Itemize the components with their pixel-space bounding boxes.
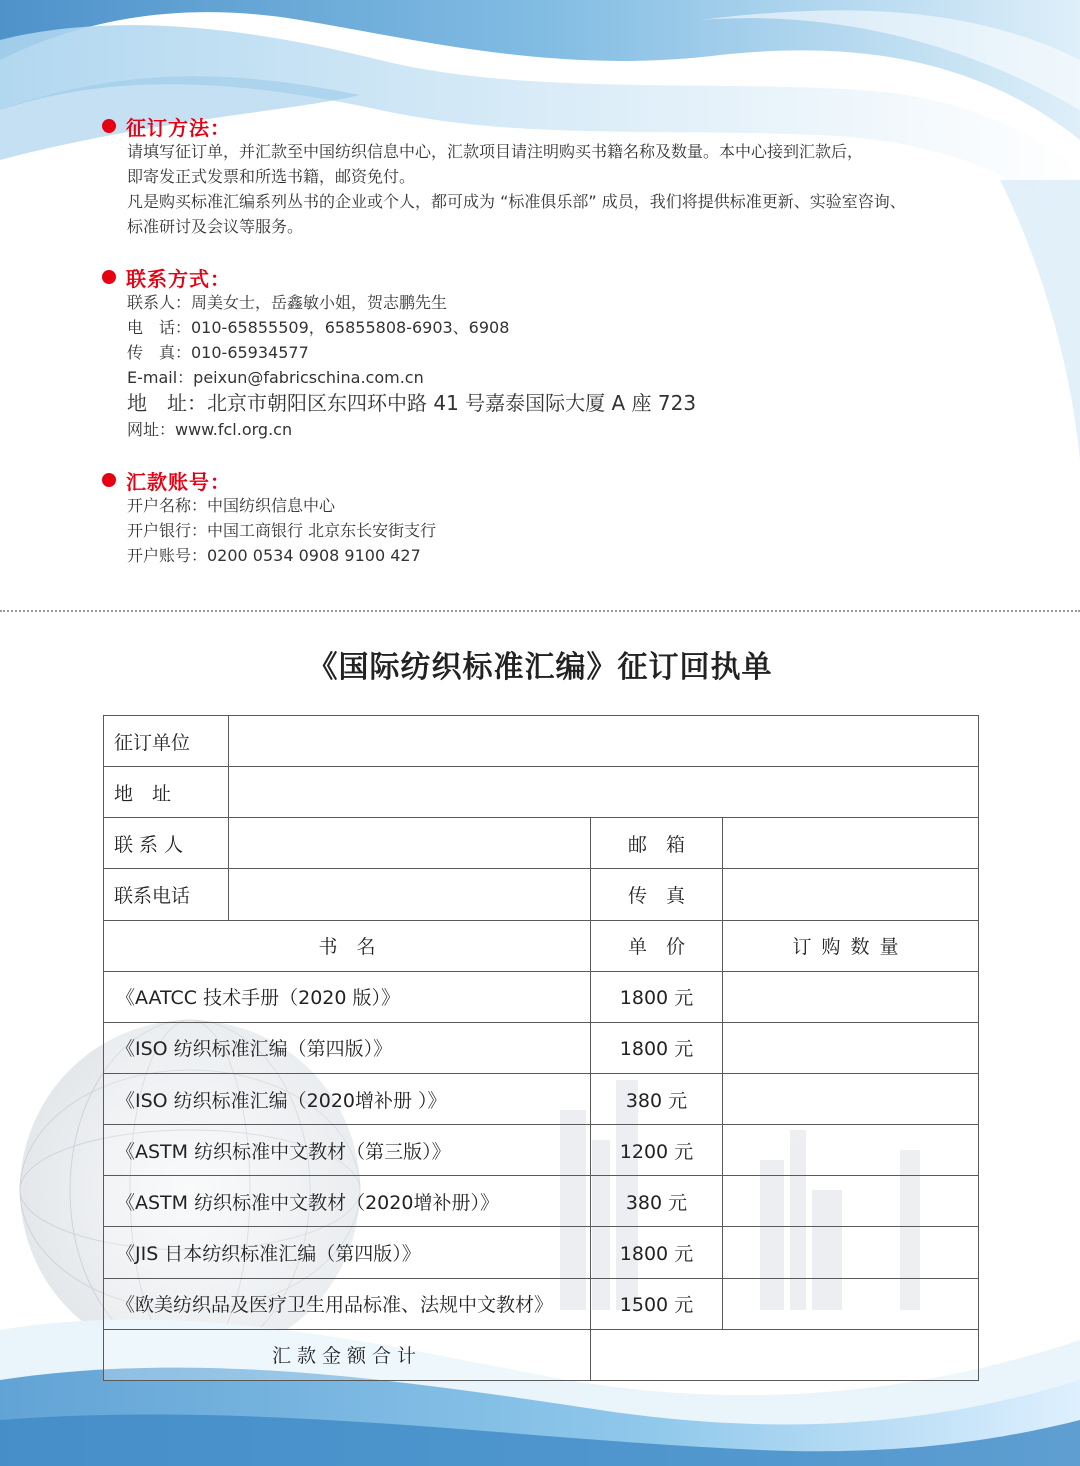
contact-title: 联系方式：	[102, 264, 1002, 290]
table-row	[104, 869, 979, 920]
order-method-title: 征订方法：	[102, 113, 1002, 139]
account-bank: 开户银行：中国工商银行 北京东长安街支行	[127, 521, 437, 540]
bullet-dot-icon	[102, 473, 116, 487]
book-price: 1800 元	[591, 1022, 723, 1073]
book-price: 380 元	[591, 1176, 723, 1227]
mailbox-field[interactable]	[723, 818, 979, 869]
account-number: 开户账号：0200 0534 0908 9100 427	[127, 546, 421, 565]
table-row	[104, 1125, 979, 1176]
table-row	[104, 716, 979, 767]
quantity-field[interactable]	[723, 1176, 979, 1227]
book-name: 《ISO 纺织标准汇编（第四版）》	[104, 1022, 591, 1073]
order-method-line: 标准研讨及会议等服务。	[127, 217, 304, 236]
table-row	[104, 1176, 979, 1227]
header-quantity: 订购数量	[723, 920, 979, 971]
label-address: 地 址	[104, 767, 229, 818]
unit-field[interactable]	[229, 716, 979, 767]
contact-field[interactable]	[229, 818, 591, 869]
quantity-field[interactable]	[723, 1022, 979, 1073]
table-row	[104, 1073, 979, 1124]
table-row	[104, 1278, 979, 1329]
contact-fax: 传 真：010-65934577	[127, 343, 309, 362]
label-phone: 联系电话	[104, 869, 229, 920]
order-method-section	[102, 113, 1002, 239]
book-name: 《ASTM 纺织标准中文教材（2020增补册）》	[104, 1176, 591, 1227]
table-row	[104, 971, 979, 1022]
bullet-dot-icon	[102, 119, 116, 133]
account-section	[102, 467, 1002, 568]
book-price: 380 元	[591, 1073, 723, 1124]
table-row	[104, 1227, 979, 1278]
account-title: 汇款账号：	[102, 467, 1002, 493]
contact-website[interactable]: 网址：www.fcl.org.cn	[127, 420, 293, 439]
order-method-body	[102, 139, 1002, 239]
header-price: 单 价	[591, 920, 723, 971]
label-unit: 征订单位	[104, 716, 229, 767]
book-name: 《AATCC 技术手册（2020 版）》	[104, 971, 591, 1022]
dotted-divider	[0, 610, 1080, 612]
label-fax: 传 真	[591, 869, 723, 920]
book-name: 《欧美纺织品及医疗卫生用品标准、法规中文教材》	[104, 1278, 591, 1329]
contact-email[interactable]: E-mail：peixun@fabricschina.com.cn	[127, 368, 424, 387]
book-name: 《ASTM 纺织标准中文教材（第三版）》	[104, 1125, 591, 1176]
phone-field[interactable]	[229, 869, 591, 920]
label-total: 汇款金额合计	[104, 1329, 591, 1380]
contact-persons: 联系人：周美女士，岳鑫敏小姐，贺志鹏先生	[127, 293, 448, 312]
book-price: 1200 元	[591, 1125, 723, 1176]
book-price: 1800 元	[591, 971, 723, 1022]
total-field[interactable]	[591, 1329, 979, 1380]
label-mailbox: 邮 箱	[591, 818, 723, 869]
address-field[interactable]	[229, 767, 979, 818]
order-method-line: 即寄发正式发票和所选书籍，邮资免付。	[127, 167, 416, 186]
contact-section	[102, 264, 1002, 442]
quantity-field[interactable]	[723, 1125, 979, 1176]
quantity-field[interactable]	[723, 1278, 979, 1329]
book-name: 《JIS 日本纺织标准汇编（第四版）》	[104, 1227, 591, 1278]
quantity-field[interactable]	[723, 1073, 979, 1124]
table-total-row	[104, 1329, 979, 1380]
book-name: 《ISO 纺织标准汇编（2020增补册 ）》	[104, 1073, 591, 1124]
contact-address: 地 址：北京市朝阳区东四环中路 41 号嘉泰国际大厦 A 座 723	[127, 391, 697, 415]
bullet-dot-icon	[102, 270, 116, 284]
book-price: 1800 元	[591, 1227, 723, 1278]
table-row	[104, 818, 979, 869]
quantity-field[interactable]	[723, 971, 979, 1022]
fax-field[interactable]	[723, 869, 979, 920]
header-book-name: 书 名	[104, 920, 591, 971]
table-row	[104, 767, 979, 818]
table-row	[104, 1022, 979, 1073]
quantity-field[interactable]	[723, 1227, 979, 1278]
order-method-line: 凡是购买标准汇编系列丛书的企业或个人，都可成为 “标准俱乐部” 成员，我们将提供标准更新、实验室咨询、	[127, 192, 906, 211]
contact-phone: 电 话：010-65855509，65855808-6903、6908	[127, 318, 510, 337]
order-method-line: 请填写征订单，并汇款至中国纺织信息中心，汇款项目请注明购买书籍名称及数量。本中心接到汇款后，	[127, 142, 864, 161]
table-header-row	[104, 920, 979, 971]
contact-body	[102, 290, 1002, 442]
account-body	[102, 493, 1002, 568]
label-contact: 联系人	[104, 818, 229, 869]
form-title: 《国际纺织标准汇编》征订回执单	[307, 650, 773, 685]
book-price: 1500 元	[591, 1278, 723, 1329]
order-form-table	[103, 715, 979, 1381]
account-name: 开户名称：中国纺织信息中心	[127, 496, 336, 515]
